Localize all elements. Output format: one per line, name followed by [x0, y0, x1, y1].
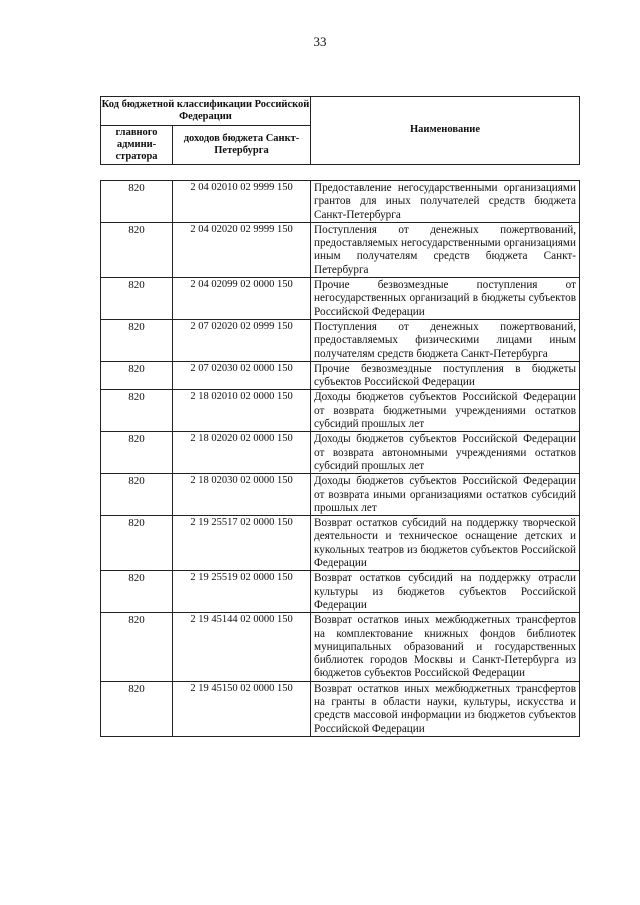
page-number: 33 — [313, 34, 327, 49]
admin-code-cell: 820 — [101, 681, 173, 736]
income-code-cell: 2 19 25519 02 0000 150 — [173, 571, 311, 613]
table-row — [101, 361, 580, 390]
description-cell: Прочие безвозмездные поступления в бюджеты субъектов Российской Федерации — [311, 361, 580, 390]
name-header: Наименование — [311, 97, 580, 165]
kbk-header: Код бюджетной классификации Российской Федерации — [101, 97, 311, 126]
income-code-cell: 2 04 02010 02 9999 150 — [173, 181, 311, 223]
admin-code-cell: 820 — [101, 390, 173, 432]
admin-code-cell: 820 — [101, 278, 173, 320]
table-row — [101, 432, 580, 474]
admin-code-cell: 820 — [101, 361, 173, 390]
description-cell: Предоставление негосударственными организациями грантов для иных получателей средств бюджета Санкт-Петербурга — [311, 181, 580, 223]
income-code-cell: 2 19 45150 02 0000 150 — [173, 681, 311, 736]
income-code-cell: 2 18 02020 02 0000 150 — [173, 432, 311, 474]
income-header: доходов бюджета Санкт-Петербурга — [173, 126, 311, 165]
income-code-cell: 2 18 02030 02 0000 150 — [173, 474, 311, 516]
description-cell: Поступления от денежных пожертвований, предоставляемых негосударственными организациями иным получателям средств бюджета Санкт-Петербурга — [311, 222, 580, 277]
description-cell: Возврат остатков субсидий на поддержку творческой деятельности и техническое оснащение детских и кукольных театров из бюджетов субъектов Российской Федерации — [311, 516, 580, 571]
description-cell: Поступления от денежных пожертвований, предоставляемых физическими лицами иным получателям средств бюджета Санкт-Петербурга — [311, 319, 580, 361]
admin-code-cell: 820 — [101, 571, 173, 613]
table-row — [101, 390, 580, 432]
admin-code-cell: 820 — [101, 613, 173, 681]
description-cell: Возврат остатков иных межбюджетных трансфертов на гранты в области науки, культуры, искусства и средств массовой информации из бюджетов субъектов Российской Федерации — [311, 681, 580, 736]
table-row — [101, 319, 580, 361]
table-row — [101, 181, 580, 223]
admin-code-cell: 820 — [101, 474, 173, 516]
description-cell: Прочие безвозмездные поступления от негосударственных организаций в бюджеты субъектов Российской Федерации — [311, 278, 580, 320]
description-cell: Возврат остатков субсидий на поддержку отрасли культуры из бюджетов субъектов Российской Федерации — [311, 571, 580, 613]
table-row — [101, 278, 580, 320]
income-code-cell: 2 19 45144 02 0000 150 — [173, 613, 311, 681]
income-code-cell: 2 19 25517 02 0000 150 — [173, 516, 311, 571]
admin-code-cell: 820 — [101, 319, 173, 361]
table-row — [101, 222, 580, 277]
income-code-cell: 2 07 02030 02 0000 150 — [173, 361, 311, 390]
income-code-cell: 2 04 02020 02 9999 150 — [173, 222, 311, 277]
table-header — [100, 96, 580, 165]
description-cell: Доходы бюджетов субъектов Российской Федерации от возврата автономными учреждениями остатков субсидий прошлых лет — [311, 432, 580, 474]
income-codes-table — [100, 180, 580, 737]
table-row — [101, 613, 580, 681]
chief-admin-header: главного админи-стратора — [101, 126, 173, 165]
admin-code-cell: 820 — [101, 222, 173, 277]
table-row — [101, 474, 580, 516]
income-code-cell: 2 18 02010 02 0000 150 — [173, 390, 311, 432]
admin-code-cell: 820 — [101, 516, 173, 571]
description-cell: Доходы бюджетов субъектов Российской Федерации от возврата бюджетными учреждениями остатков субсидий прошлых лет — [311, 390, 580, 432]
income-code-cell: 2 04 02099 02 0000 150 — [173, 278, 311, 320]
description-cell: Возврат остатков иных межбюджетных трансфертов на комплектование книжных фондов библиотек муниципальных образований и государственных библиотек городов Москвы и Санкт-Петербурга из бюджетов субъектов Российской Федерации — [311, 613, 580, 681]
table-row — [101, 516, 580, 571]
admin-code-cell: 820 — [101, 432, 173, 474]
admin-code-cell: 820 — [101, 181, 173, 223]
table-row — [101, 571, 580, 613]
table-row — [101, 681, 580, 736]
income-code-cell: 2 07 02020 02 0999 150 — [173, 319, 311, 361]
description-cell: Доходы бюджетов субъектов Российской Федерации от возврата иными организациями остатков субсидий прошлых лет — [311, 474, 580, 516]
